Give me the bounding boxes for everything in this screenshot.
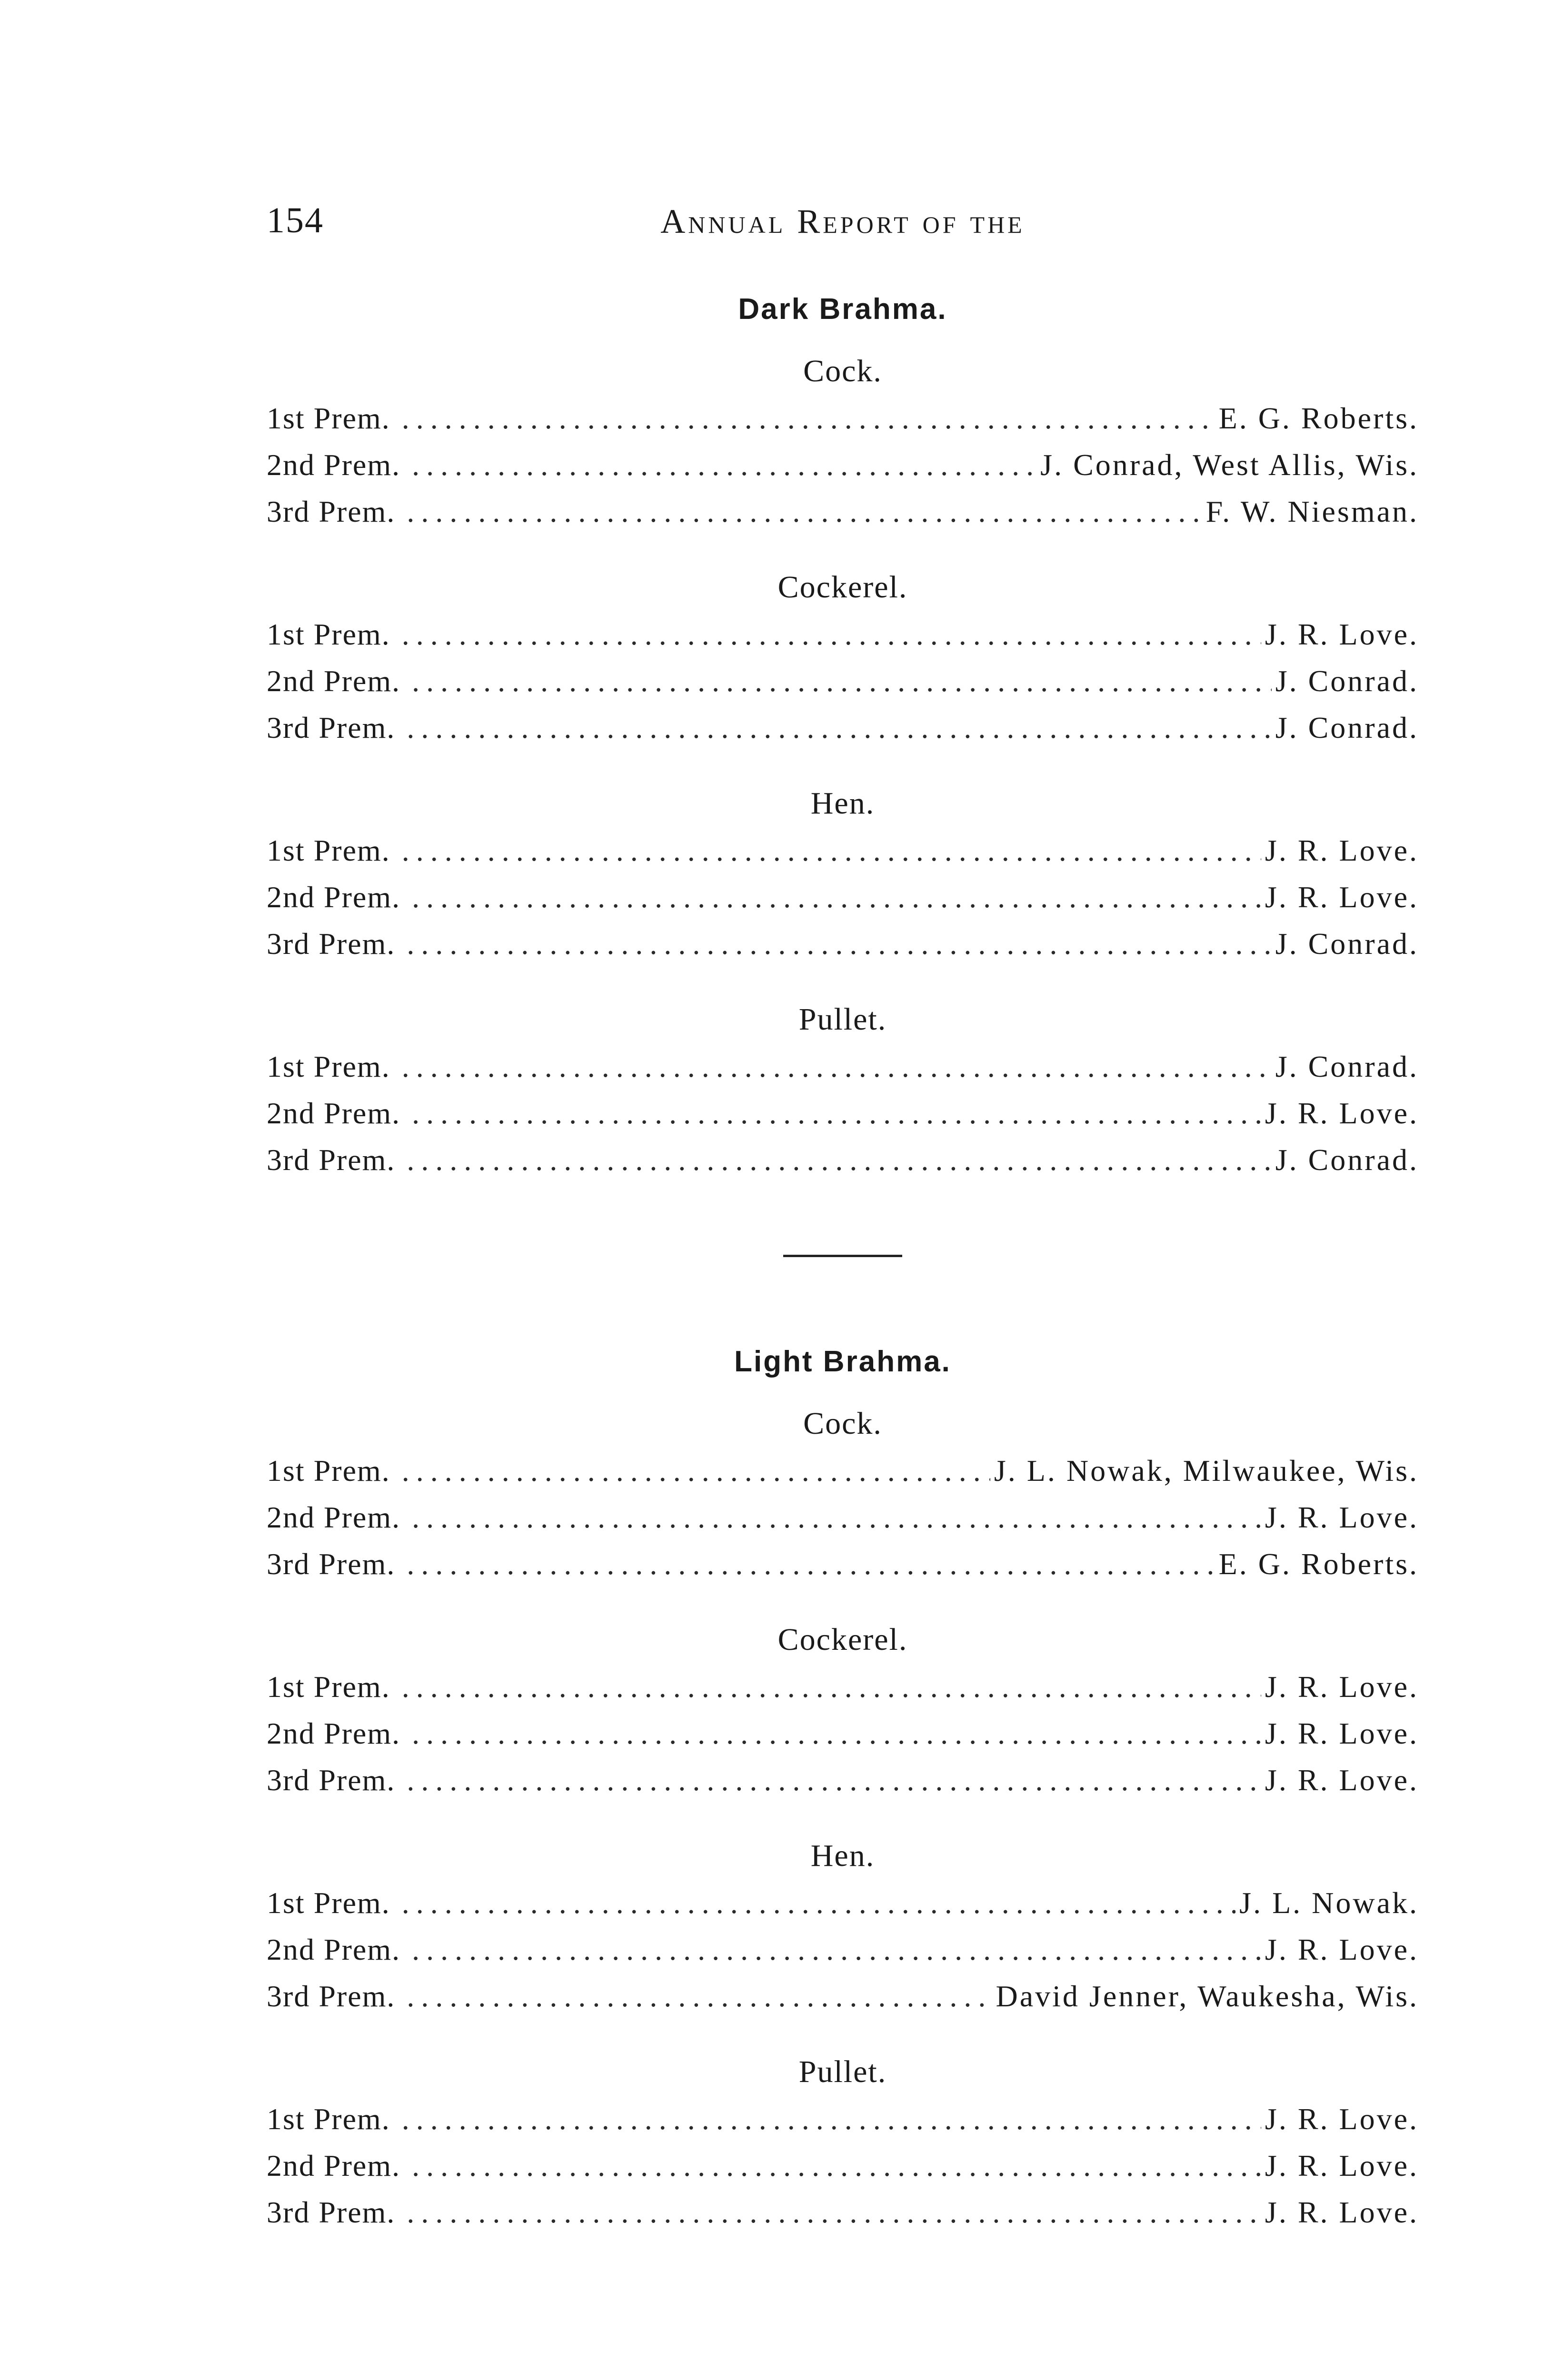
premium-place: 1st Prem. (267, 1886, 390, 1920)
list-item (267, 442, 1419, 488)
premium-winner: J. R. Love. (1265, 2102, 1419, 2136)
list-item (267, 1757, 1419, 1804)
category-cock (267, 1400, 1419, 1587)
category-cock (267, 347, 1419, 535)
premium-winner: David Jenner, Waukesha, Wis. (996, 1979, 1419, 2013)
premium-place: 3rd Prem. (267, 711, 396, 744)
premium-winner: E. G. Roberts. (1218, 1547, 1419, 1581)
premium-place: 3rd Prem. (267, 495, 396, 528)
premium-winner: J. R. Love. (1265, 2195, 1419, 2229)
dot-leader (402, 827, 1261, 874)
section-title: Dark Brahma. (738, 293, 947, 326)
list-item (267, 1973, 1419, 2020)
list-item (267, 827, 1419, 874)
dot-leader (412, 442, 1036, 488)
premium-place: 2nd Prem. (267, 664, 401, 698)
premium-winner: J. Conrad. (1275, 927, 1419, 961)
category-cockerel (267, 1616, 1419, 1804)
list-item (267, 2189, 1419, 2236)
premium-place: 1st Prem. (267, 1670, 390, 1704)
dot-leader (412, 874, 1261, 921)
premium-winner: J. R. Love. (1265, 1670, 1419, 1704)
premium-winner: F. W. Niesman. (1205, 495, 1419, 528)
list-item (267, 874, 1419, 921)
premium-place: 3rd Prem. (267, 927, 396, 961)
running-head: Annual Report of the (660, 202, 1025, 240)
category-title: Cock. (803, 1406, 882, 1441)
page-header (267, 200, 1419, 257)
dot-leader (402, 611, 1261, 658)
premium-winner: J. R. Love. (1265, 1500, 1419, 1534)
dot-leader (407, 1973, 992, 2020)
dot-leader (402, 2096, 1261, 2142)
dot-leader (412, 2142, 1261, 2189)
category-hen (267, 1832, 1419, 2020)
category-title: Cock. (803, 354, 882, 388)
section-divider (783, 1255, 902, 1257)
list-item (267, 488, 1419, 535)
list-item (267, 2096, 1419, 2142)
premium-winner: J. R. Love. (1265, 1716, 1419, 1750)
list-item (267, 1880, 1419, 1926)
list-item (267, 1926, 1419, 1973)
premium-place: 2nd Prem. (267, 1096, 401, 1130)
premium-place: 3rd Prem. (267, 1143, 396, 1177)
category-title: Cockerel. (777, 1622, 908, 1657)
premium-place: 1st Prem. (267, 2102, 390, 2136)
dot-leader (402, 1043, 1272, 1090)
dot-leader (402, 1664, 1261, 1710)
category-title: Pullet. (798, 1002, 887, 1037)
dot-leader (412, 1090, 1261, 1137)
premium-place: 1st Prem. (267, 617, 390, 651)
premium-winner: J. Conrad. (1275, 664, 1419, 698)
section-light-brahma (267, 1338, 1419, 2236)
list-item (267, 921, 1419, 967)
dot-leader (412, 658, 1272, 704)
premium-place: 1st Prem. (267, 1454, 390, 1488)
premium-winner: J. Conrad. (1275, 1050, 1419, 1083)
dot-leader (407, 704, 1271, 751)
premium-winner: J. R. Love. (1265, 617, 1419, 651)
page-number: 154 (267, 200, 324, 240)
list-item (267, 611, 1419, 658)
dot-leader (407, 488, 1202, 535)
premium-place: 2nd Prem. (267, 1716, 401, 1750)
premium-place: 3rd Prem. (267, 1763, 396, 1797)
category-pullet (267, 2048, 1419, 2236)
dot-leader (412, 1926, 1261, 1973)
list-item (267, 1448, 1419, 1494)
premium-winner: J. R. Love. (1265, 2149, 1419, 2182)
dot-leader (402, 1880, 1235, 1926)
premium-place: 1st Prem. (267, 401, 390, 435)
dot-leader (412, 1710, 1261, 1757)
premium-winner: J. L. Nowak. (1239, 1886, 1419, 1920)
list-item (267, 2142, 1419, 2189)
premium-place: 1st Prem. (267, 1050, 390, 1083)
premium-winner: J. Conrad, West Allis, Wis. (1040, 448, 1419, 482)
category-title: Cockerel. (777, 570, 908, 605)
premium-place: 2nd Prem. (267, 2149, 401, 2182)
category-title: Hen. (810, 1838, 875, 1873)
category-pullet (267, 996, 1419, 1183)
premium-winner: J. R. Love. (1265, 1096, 1419, 1130)
premium-winner: J. L. Nowak, Milwaukee, Wis. (994, 1454, 1419, 1488)
section-dark-brahma (267, 286, 1419, 1183)
list-item (267, 1090, 1419, 1137)
premium-place: 3rd Prem. (267, 1547, 396, 1581)
dot-leader (402, 395, 1215, 442)
premium-place: 1st Prem. (267, 833, 390, 867)
list-item (267, 1494, 1419, 1541)
list-item (267, 1137, 1419, 1183)
dot-leader (402, 1448, 990, 1494)
premium-place: 3rd Prem. (267, 2195, 396, 2229)
premium-place: 3rd Prem. (267, 1979, 396, 2013)
dot-leader (407, 921, 1271, 967)
premium-place: 2nd Prem. (267, 1933, 401, 1966)
list-item (267, 704, 1419, 751)
dot-leader (407, 2189, 1261, 2236)
premium-winner: J. Conrad. (1275, 711, 1419, 744)
section-title: Light Brahma. (734, 1345, 951, 1378)
category-cockerel (267, 564, 1419, 751)
list-item (267, 658, 1419, 704)
list-item (267, 1043, 1419, 1090)
category-hen (267, 780, 1419, 967)
premium-place: 2nd Prem. (267, 880, 401, 914)
premium-winner: J. R. Love. (1265, 1763, 1419, 1797)
premium-winner: J. R. Love. (1265, 833, 1419, 867)
premium-place: 2nd Prem. (267, 1500, 401, 1534)
premium-winner: J. R. Love. (1265, 880, 1419, 914)
list-item (267, 395, 1419, 442)
premium-winner: E. G. Roberts. (1218, 401, 1419, 435)
dot-leader (412, 1494, 1261, 1541)
premium-place: 2nd Prem. (267, 448, 401, 482)
premium-winner: J. Conrad. (1275, 1143, 1419, 1177)
category-title: Pullet. (798, 2054, 887, 2089)
dot-leader (407, 1137, 1271, 1183)
list-item (267, 1541, 1419, 1587)
page-content (267, 286, 1419, 2264)
dot-leader (407, 1541, 1215, 1587)
premium-winner: J. R. Love. (1265, 1933, 1419, 1966)
category-title: Hen. (810, 786, 875, 821)
list-item (267, 1664, 1419, 1710)
list-item (267, 1710, 1419, 1757)
dot-leader (407, 1757, 1261, 1804)
